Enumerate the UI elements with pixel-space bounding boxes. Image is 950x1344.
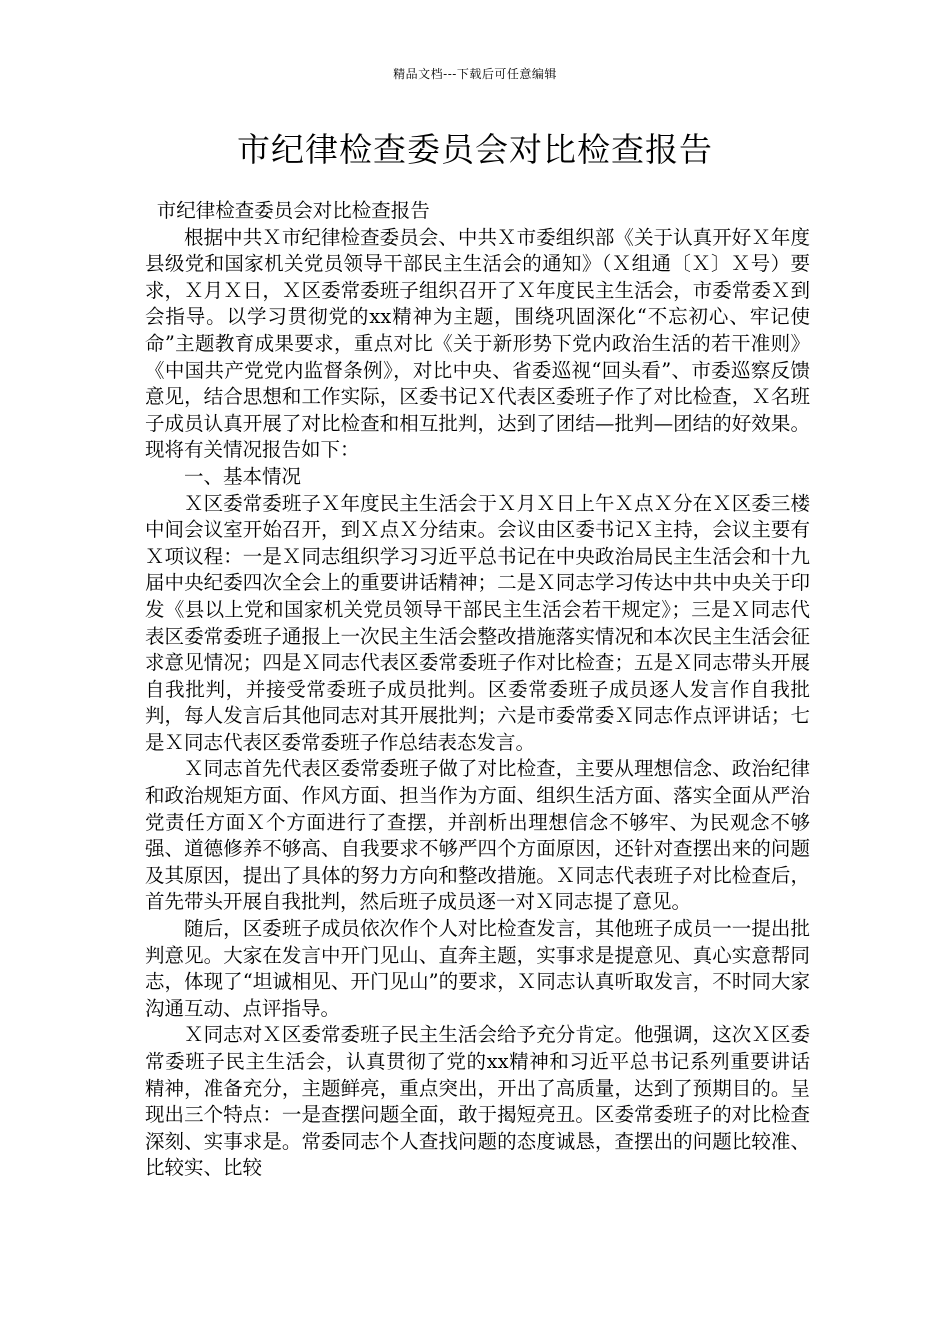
section-heading-basic-situation: 一、基本情况 — [184, 464, 302, 488]
paragraph-meeting-agenda: Ｘ区委常委班子Ｘ年度民主生活会于Ｘ月Ｘ日上午Ｘ点Ｘ分在Ｘ区委三楼中间会议室开始召开，到Ｘ点Ｘ分结束。会议由区委书记Ｘ主持，会议主要有Ｘ项议程：一是Ｘ同志组织学习习近平总书记在中央政治局民主生活会和十九届中央纪委四次全会上的重要讲话精神；二是Ｘ同志学习传达中共中央关于印发《县以上党和国家机关党员领导干部民主生活会若干规定》；三是Ｘ同志代表区委常委班子通报上一次民主生活会整改措施落实情况和本次民主生活会征求意见情况；四是Ｘ同志代表区委常委班子作对比检查；五是Ｘ同志带头开展自我批判，并接受常委班子成员批判。区委常委班子成员逐人发言作自我批判，每人发言后其他同志对其开展批判；六是市委常委Ｘ同志作点评讲话；七是Ｘ同志代表区委常委班子作总结表态发言。 — [145, 491, 810, 754]
paragraph-affirmation: Ｘ同志对Ｘ区委常委班子民主生活会给予充分肯定。他强调，这次Ｘ区委常委班子民主生活会，认真贯彻了党的xx精神和习近平总书记系列重要讲话精神，准备充分，主题鲜亮，重点突出，开出了高质量，达到了预期目的。呈现出三个特点：一是查摆问题全面，敢于揭短亮丑。区委常委班子的对比检查深刻、实事求是。常委同志个人查找问题的态度诚恳，查摆出的问题比较准、比较实、比较 — [145, 1023, 810, 1180]
document-body — [145, 198, 810, 1182]
document-subtitle: 市纪律检查委员会对比检查报告 — [156, 199, 430, 222]
page-header: 精品文档---下载后可任意编辑 — [393, 67, 557, 81]
paragraph-member-speeches: 随后，区委班子成员依次作个人对比检查发言，其他班子成员一一提出批判意见。大家在发言中开门见山、直奔主题，实事求是提意见、真心实意帮同志，体现了“坦诚相见、开门见山”的要求，Ｘ同志认真听取发言，不时同大家沟通互动、点评指导。 — [145, 917, 810, 1020]
document-title: 市纪律检查委员会对比检查报告 — [237, 130, 713, 169]
paragraph-intro: 根据中共Ｘ市纪律检查委员会、中共Ｘ市委组织部《关于认真开好Ｘ年度县级党和国家机关党员领导干部民主生活会的通知》（Ｘ组通〔Ｘ〕Ｘ号）要求，Ｘ月Ｘ日，Ｘ区委常委班子组织召开了Ｘ年度民主生活会，市委常委Ｘ到会指导。以学习贯彻党的xx精神为主题，围绕巩固深化“不忘初心、牢记使命”主题教育成果要求，重点对比《关于新形势下党内政治生活的若干准则》《中国共产党党内监督条例》，对比中央、省委巡视“回头看”、市委巡察反馈意见，结合思想和工作实际，区委书记Ｘ代表区委班子作了对比检查，Ｘ名班子成员认真开展了对比检查和相互批判，达到了团结—批判—团结的好效果。现将有关情况报告如下： — [145, 225, 810, 462]
paragraph-team-review: Ｘ同志首先代表区委常委班子做了对比检查，主要从理想信念、政治纪律和政治规矩方面、作风方面、担当作为方面、组织生活方面、落实全面从严治党责任方面Ｘ个方面进行了查摆，并剖析出理想信念不够牢、为民观念不够强、道德修养不够高、自我要求不够严四个方面原因，还针对查摆出来的问题及其原因，提出了具体的努力方向和整改措施。Ｘ同志代表班子对比检查后，首先带头开展自我批判，然后班子成员逐一对Ｘ同志提了意见。 — [145, 757, 810, 914]
